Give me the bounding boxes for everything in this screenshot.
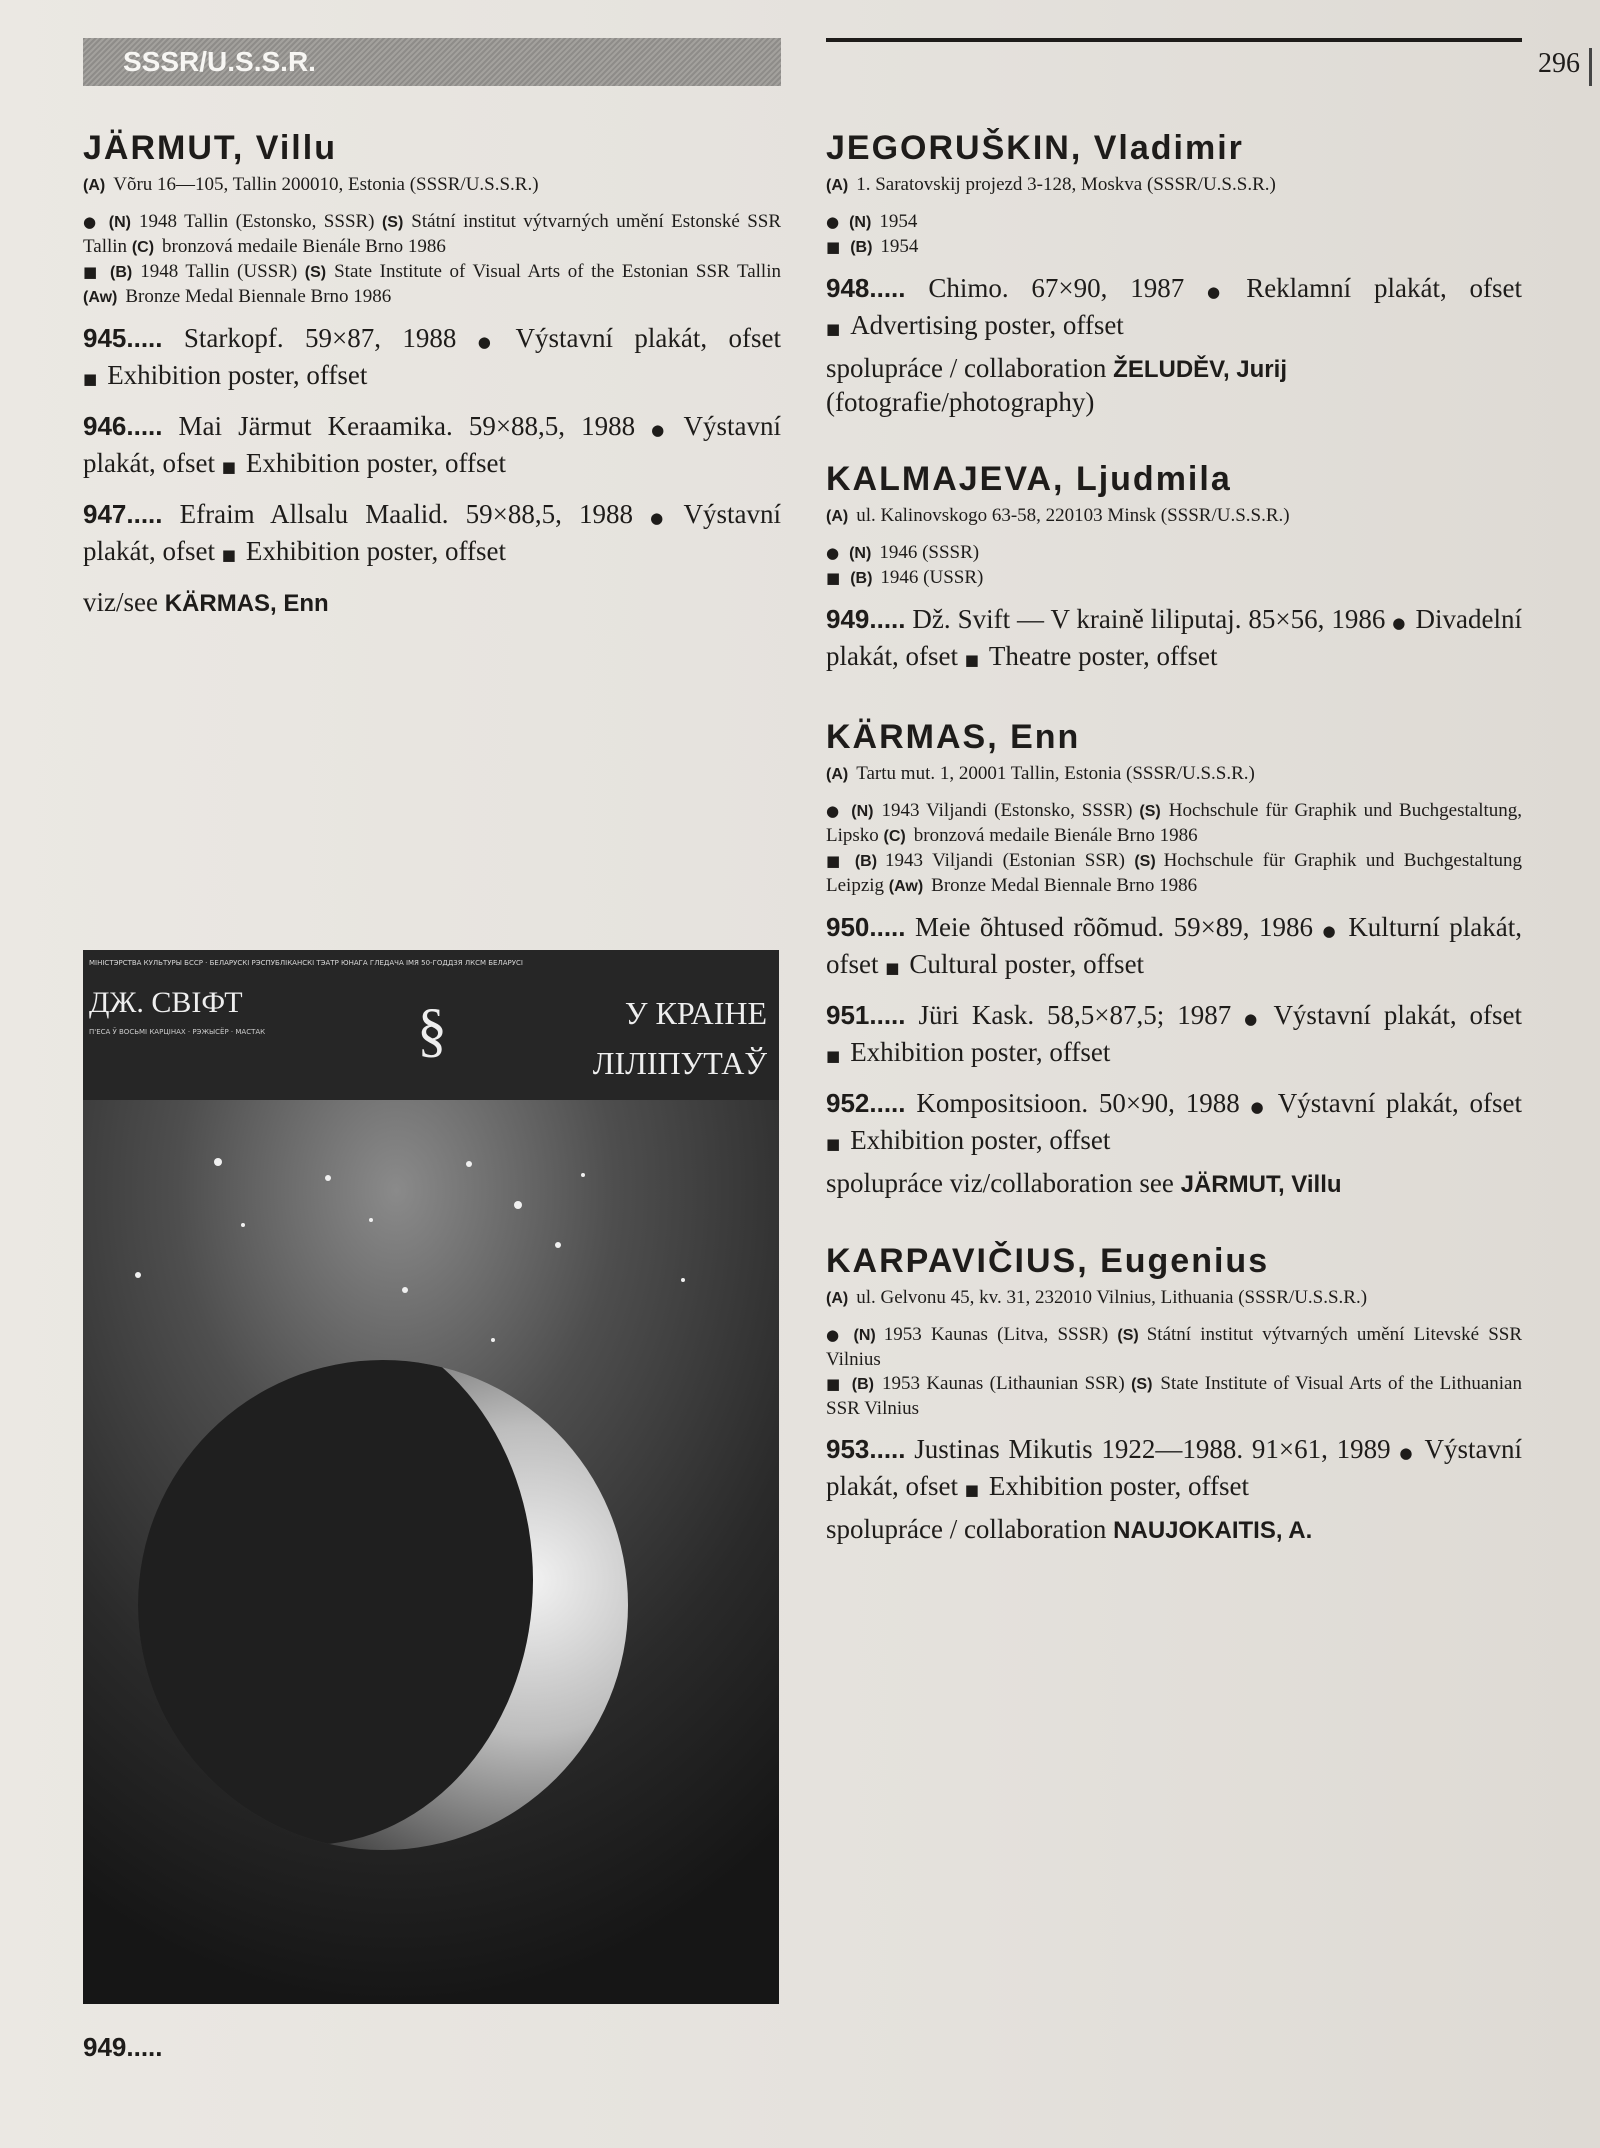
poster-image-949 [83, 950, 779, 2004]
work-item: 953..... Justinas Mikutis 1922—1988. 91×61, 1989 ● Výstavní plakát, ofset ■ Exhibition poster, offset [826, 1434, 1523, 1501]
collaboration-note: spolupráce viz/collaboration see JÄRMUT, Villu [826, 1168, 1342, 1198]
artist-address: (A) Tartu mut. 1, 20001 Tallin, Estonia (SSSR/U.S.S.R.) [826, 763, 1255, 784]
work-item: 947..... Efraim Allsalu Maalid. 59×88,5, 1988 ● Výstavní plakát, ofset ■ Exhibition poster, offset [83, 499, 782, 566]
square-icon: ■ [826, 238, 841, 256]
see-reference-name[interactable]: KÄRMAS, Enn [164, 590, 329, 617]
artist-name: KÄRMAS, Enn [826, 718, 1081, 756]
artist-address: (A) 1. Saratovskij projezd 3-128, Moskva (SSSR/U.S.S.R.) [826, 174, 1276, 195]
work-item: 948..... Chimo. 67×90, 1987 ● Reklamní plakát, ofset ■ Advertising poster, offset [826, 273, 1523, 340]
dot-icon: ● [826, 802, 842, 820]
square-icon: ■ [221, 546, 236, 564]
dot-icon: ● [826, 213, 840, 231]
dot-icon: ● [1250, 1098, 1268, 1116]
artist-address: (A) Võru 16—105, Tallin 200010, Estonia (SSSR/U.S.S.R.) [83, 174, 539, 195]
square-icon: ■ [826, 1135, 841, 1153]
bio-english: ■ (B) 1948 Tallin (USSR) (S) State Institute of Visual Arts of the Estonian SSR Tallin (Aw) Bronze Medal Biennale Brno 1986 [83, 261, 781, 307]
artist-entry-karmas [826, 717, 1522, 1201]
dot-icon: ● [651, 421, 674, 439]
collaborator-name[interactable]: JÄRMUT, Villu [1180, 1171, 1342, 1198]
poster-section-mark: § [417, 997, 447, 1063]
artist-address: (A) ul. Kalinovskogo 63-58, 220103 Minsk (SSSR/U.S.S.R.) [826, 505, 1290, 526]
poster-small-text: П'ЕСА Ў ВОСЬМІ КАРЦІНАХ · РЭЖЫСЁР · МАСТАК [89, 1028, 266, 1036]
work-item: 946..... Mai Järmut Keraamika. 59×88,5, 1988 ● Výstavní plakát, ofset ■ Exhibition poster, offset [83, 411, 782, 478]
dot-icon: ● [650, 509, 674, 527]
collaboration-note: spolupráce / collaboration ŽELUDĚV, Jurij (fotografie/photography) [826, 353, 1287, 417]
square-icon: ■ [826, 569, 841, 587]
page-edge [1589, 48, 1592, 86]
bio-czech: ● (N) 1948 Tallin (Estonsko, SSSR) (S) Státní institut výtvarných umění Estonské SSR Tallin (C) bronzová medaile Bienále Brno 1986 [83, 211, 782, 257]
artist-entry-karpavicius [826, 1241, 1522, 1547]
dot-icon: ● [477, 333, 506, 351]
artist-name: JEGORUŠKIN, Vladimir [826, 129, 1244, 167]
artist-entry-jarmut [83, 128, 781, 620]
bio-english: ■ (B) 1953 Kaunas (Lithaunian SSR) (S) State Institute of Visual Arts of the Lithuanian SSR Vilnius [826, 1373, 1522, 1419]
section-header: SSSR/U.S.S.R. [83, 38, 781, 86]
top-rule [826, 38, 1522, 42]
dot-icon: ● [1399, 1444, 1415, 1462]
poster-credits: МІНІСТЭРСТВА КУЛЬТУРЫ БССР · БЕЛАРУСКІ РЭСПУБЛІКАНСКІ ТЭАТР ЮНАГА ГЛЕДАЧА ІМЯ 50-ГОДДЗЯ ЛКСМ БЕЛАРУСІ [89, 959, 523, 967]
square-icon: ■ [221, 458, 236, 476]
left-column [83, 128, 781, 660]
dot-icon: ● [1322, 922, 1339, 940]
poster-moon-illustration [83, 1100, 779, 2004]
work-item: 949..... Dž. Svift — V kraině liliputaj. 85×56, 1986 ● Divadelní plakát, ofset ■ Theatre poster, offset [826, 604, 1522, 671]
square-icon: ■ [826, 1047, 841, 1065]
artist-bio: ● (N) 1946 (SSSR) ■ (B) 1946 (USSR) [826, 542, 984, 588]
square-icon: ■ [83, 263, 100, 281]
see-reference: viz/see KÄRMAS, Enn [83, 587, 329, 617]
dot-icon: ● [1244, 1010, 1264, 1028]
dot-icon: ● [1207, 283, 1237, 301]
artist-bio [83, 210, 781, 310]
artist-entry-jegoruskin [826, 128, 1522, 419]
artist-bio [826, 1323, 1522, 1421]
right-column [826, 128, 1522, 1587]
artist-name: KARPAVIČIUS, Eugenius [826, 1242, 1270, 1280]
dot-icon: ● [1392, 614, 1406, 632]
artist-name: JÄRMUT, Villu [83, 129, 337, 167]
collaborator-name: NAUJOKAITIS, A. [1113, 1517, 1313, 1544]
square-icon: ■ [885, 959, 900, 977]
collaboration-note: spolupráce / collaboration NAUJOKAITIS, A. [826, 1514, 1313, 1544]
work-item: 952..... Kompositsioon. 50×90, 1988 ● Výstavní plakát, ofset ■ Exhibition poster, offset [826, 1088, 1523, 1155]
bio-english: ■ (B) 1943 Viljandi (Estonian SSR) (S) Hochschule für Graphik und Buchgestaltung Leipzig (Aw) Bronze Medal Biennale Brno 1986 [826, 850, 1522, 896]
square-icon: ■ [826, 320, 841, 338]
square-icon: ■ [83, 370, 98, 388]
square-icon: ■ [964, 651, 979, 669]
square-icon: ■ [826, 1375, 842, 1393]
poster-author: ДЖ. СВІФТ [89, 986, 243, 1019]
artist-entry-kalmajeva [826, 459, 1522, 677]
artist-bio: ● (N) 1954 ■ (B) 1954 [826, 211, 919, 257]
square-icon: ■ [826, 852, 845, 870]
dot-icon: ● [826, 1326, 844, 1344]
address-tag: (A) [83, 177, 106, 194]
artist-name: KALMAJEVA, Ljudmila [826, 460, 1232, 498]
work-item: 945..... Starkopf. 59×87, 1988 ● Výstavní plakát, ofset ■ Exhibition poster, offset [83, 323, 781, 390]
poster-title: У КРАІНЕ ЛІЛІПУТАЎ [592, 995, 767, 1081]
poster-caption: 949..... [83, 2032, 163, 2062]
artist-address: (A) ul. Gelvonu 45, kv. 31, 232010 Vilnius, Lithuania (SSSR/U.S.S.R.) [826, 1287, 1368, 1308]
artist-bio [826, 799, 1522, 899]
work-item: 951..... Jüri Kask. 58,5×87,5; 1987 ● Výstavní plakát, ofset ■ Exhibition poster, offset [826, 1000, 1523, 1067]
bio-czech: ● (N) 1943 Viljandi (Estonsko, SSSR) (S) Hochschule für Graphik und Buchgestaltung, Lipsko (C) bronzová medaile Bienále Brno 1986 [826, 800, 1522, 846]
square-icon: ■ [964, 1481, 979, 1499]
collaborator-name: ŽELUDĚV, Jurij [1113, 356, 1287, 383]
dot-icon: ● [826, 544, 840, 562]
work-item: 950..... Meie õhtused rõõmud. 59×89, 1986 ● Kulturní plakát, ofset ■ Cultural poster, offset [826, 912, 1522, 979]
dot-icon: ● [83, 213, 99, 231]
page-number: 296 [1538, 48, 1580, 79]
bio-czech: ● (N) 1953 Kaunas (Litva, SSSR) (S) Státní institut výtvarných umění Litevské SSR Vilnius [826, 1324, 1522, 1370]
